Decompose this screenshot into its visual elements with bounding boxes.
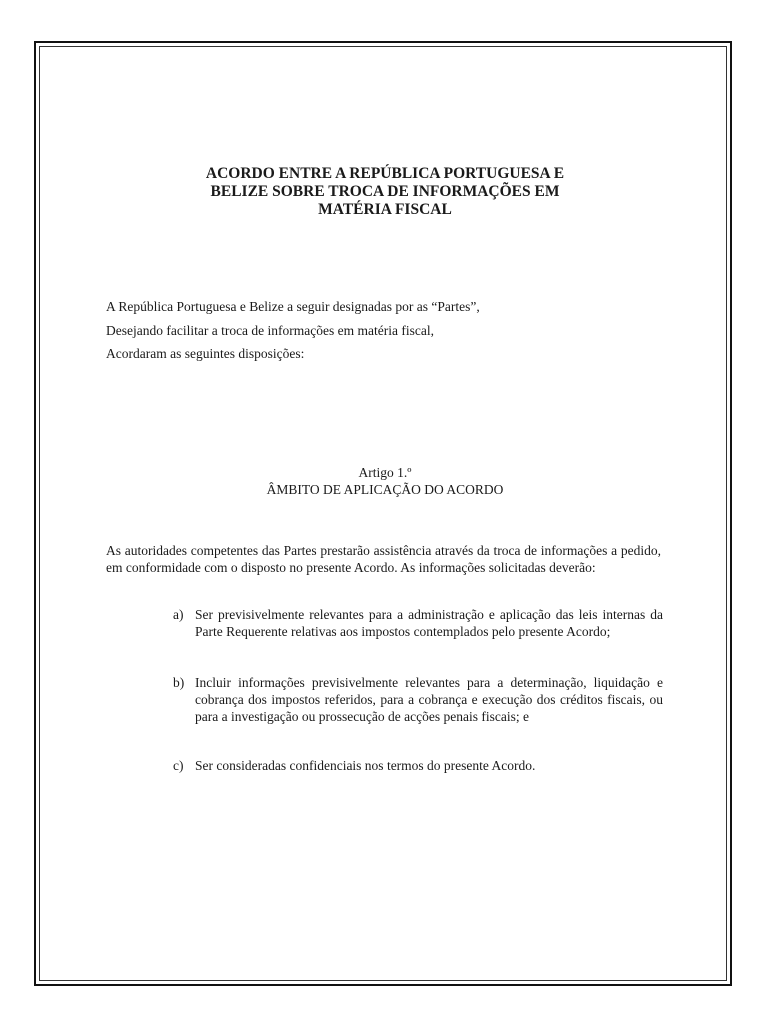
clause-a — [173, 606, 663, 640]
document-title — [150, 165, 620, 219]
clause-text: Ser previsivelmente relevantes para a administração e aplicação das leis internas da Parte Requerente relativas aos impostos contemplados pelo presente Acordo; — [195, 607, 663, 639]
clause-text: Ser consideradas confidenciais nos termos do presente Acordo. — [195, 758, 536, 773]
clause-letter: c) — [173, 758, 184, 773]
clause-b — [173, 674, 663, 725]
article-title: ÂMBITO DE APLICAÇÃO DO ACORDO — [266, 482, 504, 497]
article-heading — [190, 464, 580, 498]
title-line-3: MATÉRIA FISCAL — [318, 201, 452, 218]
preamble-line-1: A República Portuguesa e Belize a seguir designadas por as “Partes”, — [106, 299, 480, 314]
article-intro-paragraph: As autoridades competentes das Partes prestarão assistência através da troca de informações a pedido, em conformidade com o disposto no presente Acordo. As informações solicitadas deverão: — [106, 543, 661, 575]
title-line-1: ACORDO ENTRE A REPÚBLICA PORTUGUESA E — [205, 165, 565, 182]
title-line-2: BELIZE SOBRE TROCA DE INFORMAÇÕES EM — [210, 183, 560, 200]
preamble-line-2: Desejando facilitar a troca de informações em matéria fiscal, — [106, 322, 434, 338]
preamble-line-3: Acordaram as seguintes disposições: — [106, 346, 305, 361]
clause-letter: b) — [173, 675, 185, 690]
clause-text: Incluir informações previsivelmente relevantes para a determinação, liquidação e cobrança dos impostos referidos, para a cobrança e execução dos créditos fiscais, ou para a investigação ou prossecução de acções penais fiscais; e — [195, 675, 663, 724]
clause-c — [173, 757, 663, 774]
clause-letter: a) — [173, 607, 184, 622]
article-number: Artigo 1.º — [358, 465, 412, 480]
preamble — [106, 295, 666, 366]
